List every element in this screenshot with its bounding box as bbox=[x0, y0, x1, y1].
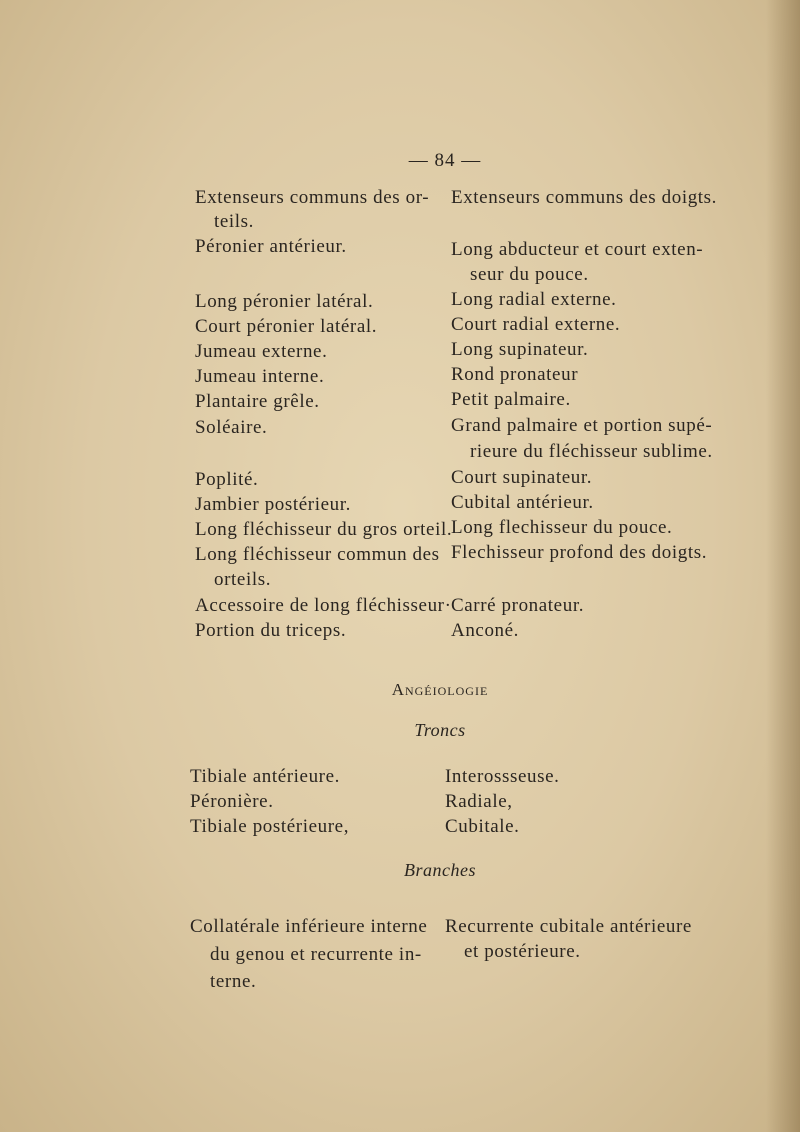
right-line: Flechisseur profond des doigts. bbox=[451, 542, 708, 563]
left-line: Extenseurs communs des or- bbox=[195, 187, 430, 208]
left-line: Accessoire de long fléchisseur· bbox=[195, 595, 452, 616]
right-line: Extenseurs communs des doigts. bbox=[451, 187, 718, 208]
left-line: Jambier postérieur. bbox=[195, 494, 351, 515]
right-line: Petit palmaire. bbox=[451, 389, 571, 410]
right-line: Rond pronateur bbox=[451, 364, 579, 385]
right-line: Long abducteur et court exten- bbox=[451, 239, 704, 260]
right-line: Carré pronateur. bbox=[451, 595, 585, 616]
left-line: Péronière. bbox=[190, 791, 274, 812]
right-line: et postérieure. bbox=[464, 941, 581, 962]
right-line: Interossseuse. bbox=[445, 766, 560, 787]
right-line: Recurrente cubitale antérieure bbox=[445, 916, 692, 937]
right-line: Court radial externe. bbox=[451, 314, 621, 335]
left-line: du genou et recurrente in- bbox=[210, 944, 422, 965]
left-line: Jumeau interne. bbox=[195, 366, 325, 387]
right-line: Cubital antérieur. bbox=[451, 492, 594, 513]
right-line: rieure du fléchisseur sublime. bbox=[470, 441, 713, 462]
left-line: Plantaire grêle. bbox=[195, 391, 320, 412]
right-line: Radiale, bbox=[445, 791, 513, 812]
left-line: teils. bbox=[214, 211, 255, 232]
left-line: Long péronier latéral. bbox=[195, 291, 374, 312]
section-heading: Angéiologie bbox=[391, 680, 489, 699]
left-line: Portion du triceps. bbox=[195, 620, 347, 641]
left-line: Jumeau externe. bbox=[195, 341, 328, 362]
left-line: Poplité. bbox=[195, 469, 259, 490]
left-line: Péronier antérieur. bbox=[195, 236, 347, 257]
right-line: Anconé. bbox=[451, 620, 520, 641]
right-line: seur du pouce. bbox=[470, 264, 589, 285]
right-line: Long radial externe. bbox=[451, 289, 617, 310]
subsection-heading: Troncs bbox=[414, 720, 466, 740]
left-line: Tibiale postérieure, bbox=[190, 816, 350, 837]
right-line: Cubitale. bbox=[445, 816, 520, 837]
right-line: Court supinateur. bbox=[451, 467, 593, 488]
left-line: orteils. bbox=[214, 569, 272, 590]
left-line: Collatérale inférieure interne bbox=[190, 916, 428, 937]
left-line: Tibiale antérieure. bbox=[190, 766, 340, 787]
subsection-heading: Branches bbox=[404, 860, 476, 880]
left-line: Long fléchisseur commun des bbox=[195, 544, 440, 565]
page-number: — 84 — bbox=[408, 150, 482, 171]
right-line: Long supinateur. bbox=[451, 339, 589, 360]
right-line: Grand palmaire et portion supé- bbox=[451, 415, 713, 436]
right-line: Long flechisseur du pouce. bbox=[451, 517, 673, 538]
left-line: terne. bbox=[210, 971, 257, 992]
left-line: Court péronier latéral. bbox=[195, 316, 378, 337]
left-line: Long fléchisseur du gros orteil. bbox=[195, 519, 453, 540]
left-line: Soléaire. bbox=[195, 417, 268, 438]
